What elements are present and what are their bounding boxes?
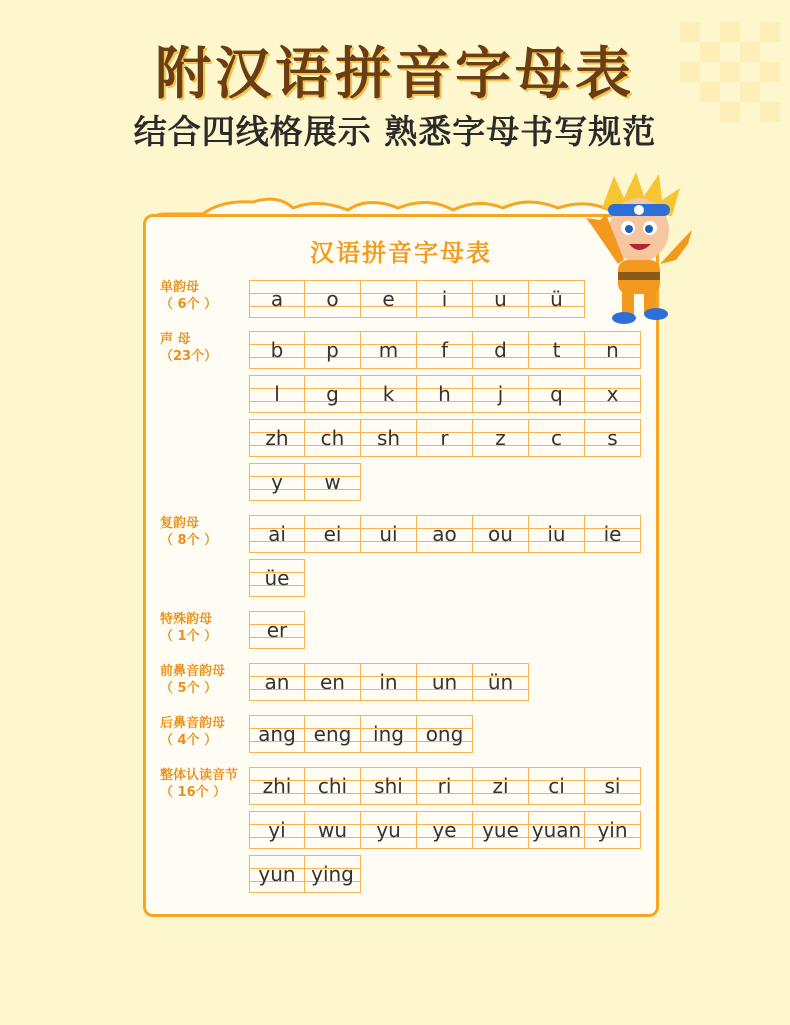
initials-row-1 bbox=[249, 331, 641, 369]
pinyin-cell: ri bbox=[417, 767, 473, 805]
pinyin-cell: yuan bbox=[529, 811, 585, 849]
whole-syllables-row-1 bbox=[249, 767, 641, 805]
section-label-special-final: 特殊韵母 （ 1个 ） bbox=[160, 612, 218, 644]
pinyin-cell: r bbox=[417, 419, 473, 457]
section-label-initials: 声 母 （23个） bbox=[160, 332, 218, 364]
pinyin-cell: ui bbox=[361, 515, 417, 553]
pinyin-cell: b bbox=[249, 331, 305, 369]
pinyin-cell: an bbox=[249, 663, 305, 701]
pinyin-cell: iu bbox=[529, 515, 585, 553]
pinyin-cell: h bbox=[417, 375, 473, 413]
section-label-back-nasal: 后鼻音韵母 （ 4个 ） bbox=[160, 716, 226, 748]
pinyin-cell: j bbox=[473, 375, 529, 413]
pinyin-cell: x bbox=[585, 375, 641, 413]
initials-row-3 bbox=[249, 419, 641, 457]
pinyin-cell: yin bbox=[585, 811, 641, 849]
pinyin-cell: ang bbox=[249, 715, 305, 753]
section-label-front-nasal: 前鼻音韵母 （ 5个 ） bbox=[160, 664, 226, 696]
pinyin-cell: yun bbox=[249, 855, 305, 893]
pinyin-cell: m bbox=[361, 331, 417, 369]
pinyin-cell: ch bbox=[305, 419, 361, 457]
pinyin-cell: q bbox=[529, 375, 585, 413]
initials-row-4 bbox=[249, 463, 361, 501]
compound-finals-row-2 bbox=[249, 559, 305, 597]
section-label-single-finals: 单韵母 （ 6个 ） bbox=[160, 280, 218, 312]
pinyin-cell: ye bbox=[417, 811, 473, 849]
pinyin-cell: p bbox=[305, 331, 361, 369]
page-title: 附汉语拼音字母表 bbox=[155, 42, 635, 107]
pinyin-cell: sh bbox=[361, 419, 417, 457]
pinyin-cell: z bbox=[473, 419, 529, 457]
pinyin-cell: ün bbox=[473, 663, 529, 701]
pinyin-cell: en bbox=[305, 663, 361, 701]
pinyin-cell: zhi bbox=[249, 767, 305, 805]
single-finals-row-1 bbox=[249, 280, 585, 318]
pinyin-cell: üe bbox=[249, 559, 305, 597]
card-title: 汉语拼音字母表 bbox=[310, 239, 492, 267]
whole-syllables-row-3 bbox=[249, 855, 361, 893]
section-label-compound-finals: 复韵母 （ 8个 ） bbox=[160, 516, 218, 548]
pinyin-cell: yue bbox=[473, 811, 529, 849]
pinyin-cell: d bbox=[473, 331, 529, 369]
pinyin-cell: si bbox=[585, 767, 641, 805]
pinyin-cell: g bbox=[305, 375, 361, 413]
pinyin-cell: ying bbox=[305, 855, 361, 893]
front-nasal-row-1 bbox=[249, 663, 529, 701]
pinyin-cell: zi bbox=[473, 767, 529, 805]
pinyin-cell: i bbox=[417, 280, 473, 318]
pinyin-cell: e bbox=[361, 280, 417, 318]
section-label-whole-syllables: 整体认读音节 （ 16个 ） bbox=[160, 768, 239, 800]
pinyin-cell: y bbox=[249, 463, 305, 501]
pinyin-cell: un bbox=[417, 663, 473, 701]
pinyin-cell: ao bbox=[417, 515, 473, 553]
compound-finals-row-1 bbox=[249, 515, 641, 553]
pinyin-cell: er bbox=[249, 611, 305, 649]
pinyin-cell: ing bbox=[361, 715, 417, 753]
pinyin-cell: w bbox=[305, 463, 361, 501]
pinyin-cell: ci bbox=[529, 767, 585, 805]
pinyin-cell: c bbox=[529, 419, 585, 457]
pinyin-cell: zh bbox=[249, 419, 305, 457]
pinyin-cell: ü bbox=[529, 280, 585, 318]
pinyin-cell: yu bbox=[361, 811, 417, 849]
pinyin-cell: ou bbox=[473, 515, 529, 553]
pinyin-cell: yi bbox=[249, 811, 305, 849]
pinyin-cell: n bbox=[585, 331, 641, 369]
pinyin-cell: ai bbox=[249, 515, 305, 553]
page-subtitle: 结合四线格展示 熟悉字母书写规范 bbox=[133, 112, 657, 151]
pinyin-cell: f bbox=[417, 331, 473, 369]
pinyin-cell: u bbox=[473, 280, 529, 318]
initials-row-2 bbox=[249, 375, 641, 413]
pinyin-cell: k bbox=[361, 375, 417, 413]
pinyin-cell: l bbox=[249, 375, 305, 413]
back-nasal-row-1 bbox=[249, 715, 473, 753]
pinyin-cell: t bbox=[529, 331, 585, 369]
pinyin-cell: s bbox=[585, 419, 641, 457]
pinyin-cell: ong bbox=[417, 715, 473, 753]
pinyin-cell: o bbox=[305, 280, 361, 318]
whole-syllables-row-2 bbox=[249, 811, 641, 849]
pinyin-cell: a bbox=[249, 280, 305, 318]
pinyin-cell: ie bbox=[585, 515, 641, 553]
pinyin-cell: wu bbox=[305, 811, 361, 849]
pinyin-cell: eng bbox=[305, 715, 361, 753]
pinyin-cell: ei bbox=[305, 515, 361, 553]
cartoon-boy-mascot-icon bbox=[584, 168, 694, 328]
pinyin-cell: shi bbox=[361, 767, 417, 805]
special-final-row-1 bbox=[249, 611, 305, 649]
pinyin-cell: in bbox=[361, 663, 417, 701]
pinyin-cell: chi bbox=[305, 767, 361, 805]
